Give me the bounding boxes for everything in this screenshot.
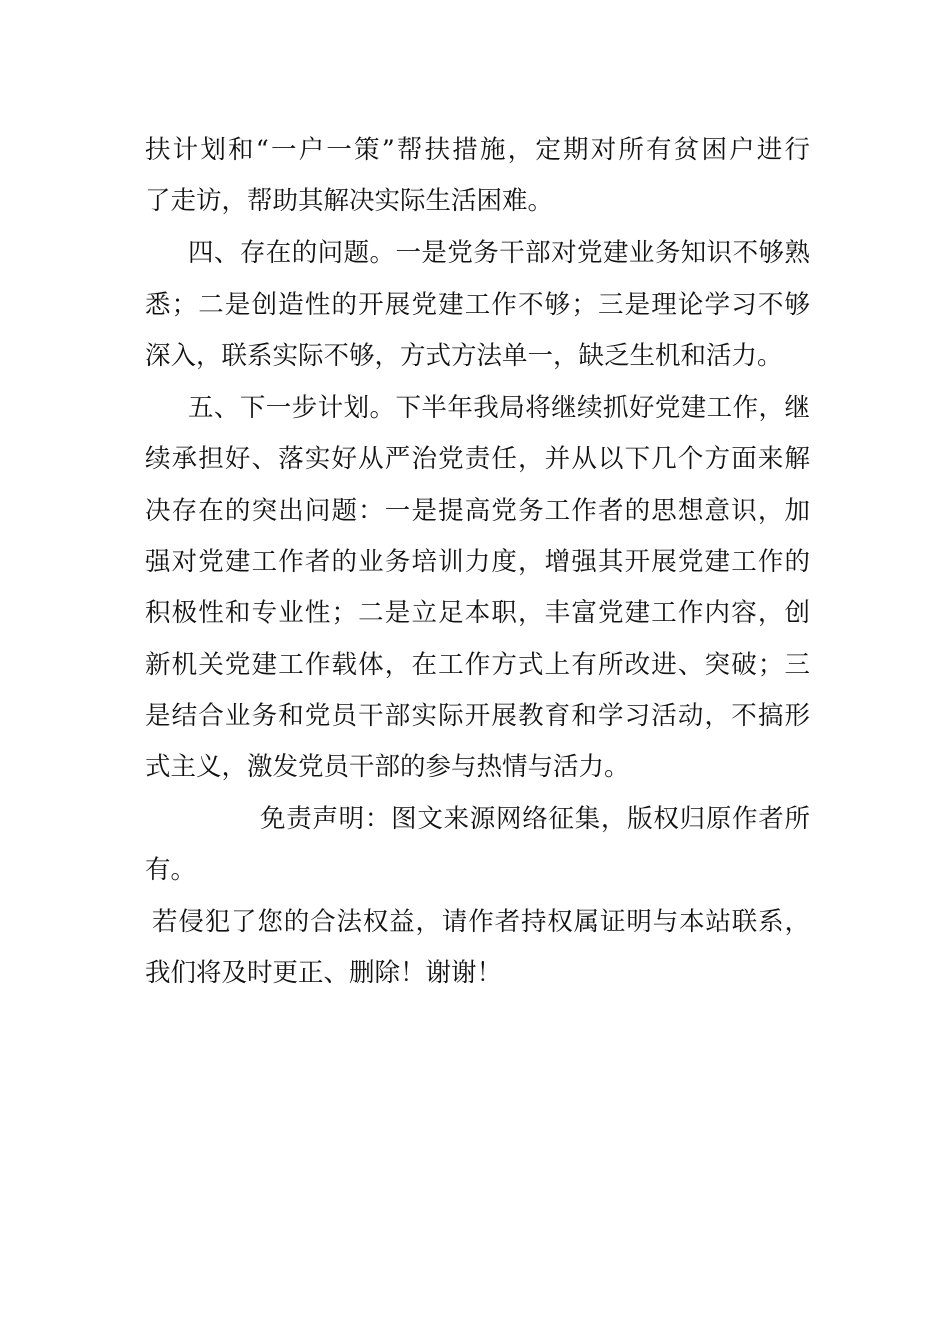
disclaimer-line: 若侵犯了您的合法权益，请作者持权属证明与本站联系， [152, 907, 810, 937]
text-line: 新机关党建工作载体，在工作方式上有所改进、突破；三 [145, 650, 810, 680]
disclaimer-line: 有。 [145, 855, 197, 885]
text-line: 积极性和专业性；二是立足本职，丰富党建工作内容，创 [145, 598, 810, 628]
text-line: 扶计划和“一户一策”帮扶措施，定期对所有贫困户进行 [145, 135, 810, 165]
paragraph-4-first-line: 四、存在的问题。一是党务干部对党建业务知识不够熟 [188, 238, 810, 268]
text-line: 是结合业务和党员干部实际开展教育和学习活动，不搞形 [145, 701, 810, 731]
paragraph-5-first-line: 五、下一步计划。下半年我局将继续抓好党建工作，继 [188, 393, 810, 423]
text-line: 强对党建工作者的业务培训力度，增强其开展党建工作的 [145, 547, 810, 577]
disclaimer-line: 我们将及时更正、删除！谢谢！ [145, 958, 503, 988]
text-line: 深入，联系实际不够，方式方法单一，缺乏生机和活力。 [145, 341, 783, 371]
disclaimer-line: 免责声明：图文来源网络征集，版权归原作者所 [260, 804, 810, 834]
text-line: 式主义，激发党员干部的参与热情与活力。 [145, 752, 630, 782]
text-line: 悉；二是创造性的开展党建工作不够；三是理论学习不够 [145, 290, 810, 320]
text-line: 了走访，帮助其解决实际生活困难。 [145, 186, 554, 216]
text-line: 续承担好、落实好从严治党责任，并从以下几个方面来解 [145, 444, 810, 474]
text-line: 决存在的突出问题：一是提高党务工作者的思想意识，加 [145, 496, 810, 526]
